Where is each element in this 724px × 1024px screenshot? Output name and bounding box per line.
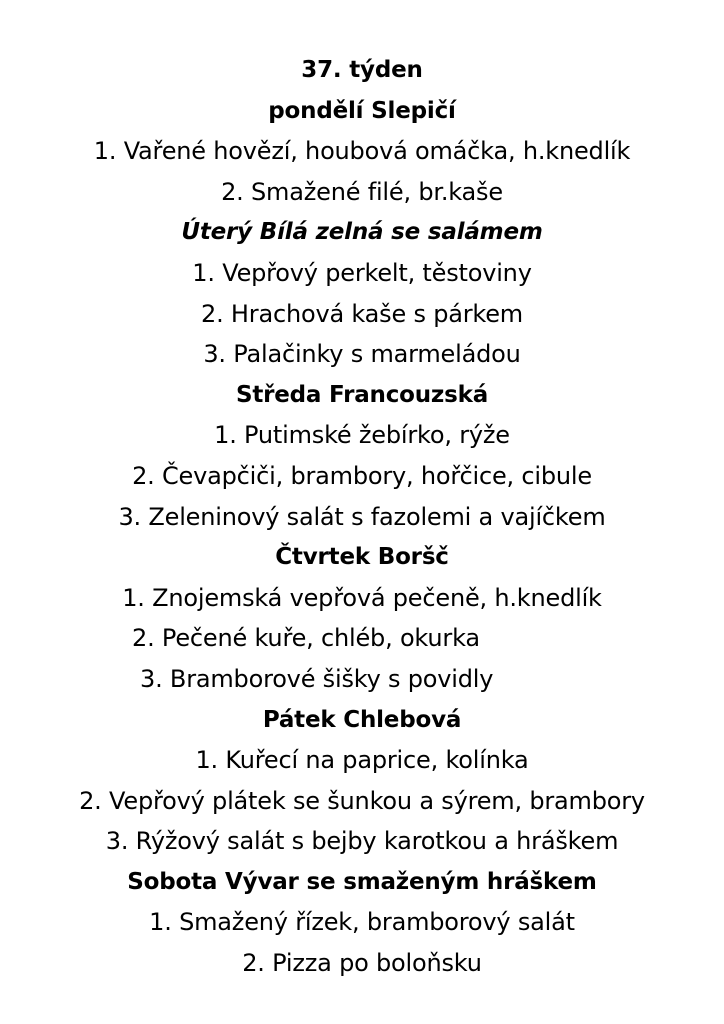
menu-item: 2. Pečené kuře, chléb, okurka bbox=[132, 624, 480, 653]
menu-item: 3. Bramborové šišky s povidly bbox=[140, 664, 494, 693]
menu-item: 3. Rýžový salát s bejby karotkou a hráškem bbox=[105, 827, 619, 856]
menu-item: 1. Vepřový perkelt, těstoviny bbox=[192, 258, 532, 287]
day-heading-saturday: Sobota Vývar se smaženým hráškem bbox=[127, 868, 597, 895]
menu-item: 3. Zeleninový salát s fazolemi a vajíčkem bbox=[118, 502, 606, 531]
day-heading-wednesday: Středa Francouzská bbox=[235, 381, 489, 408]
menu-item: 2. Vepřový plátek se šunkou a sýrem, brambory bbox=[79, 786, 645, 815]
menu-item: 1. Kuřecí na paprice, kolínka bbox=[195, 746, 529, 775]
day-heading-thursday: Čtvrtek Boršč bbox=[275, 544, 449, 571]
menu-item: 2. Čevapčiči, brambory, hořčice, cibule bbox=[132, 461, 592, 490]
week-title: 37. týden bbox=[301, 57, 423, 83]
weekly-menu bbox=[0, 50, 724, 984]
menu-item: 1. Smažený řízek, bramborový salát bbox=[149, 908, 575, 937]
day-heading-monday: pondělí Slepičí bbox=[268, 97, 456, 124]
menu-item: 2. Smažené filé, br.kaše bbox=[221, 177, 503, 206]
menu-item: 3. Palačinky s marmeládou bbox=[203, 340, 521, 369]
day-heading-friday: Pátek Chlebová bbox=[262, 706, 462, 733]
menu-item: 1. Vařené hovězí, houbová omáčka, h.knedlík bbox=[93, 137, 631, 166]
menu-item: 2. Hrachová kaše s párkem bbox=[201, 299, 523, 328]
day-heading-tuesday: Úterý Bílá zelná se salámem bbox=[181, 219, 543, 246]
menu-item: 1. Putimské žebírko, rýže bbox=[214, 421, 510, 450]
menu-item: 2. Pizza po boloňsku bbox=[242, 949, 482, 978]
menu-item: 1. Znojemská vepřová pečeně, h.knedlík bbox=[122, 583, 602, 612]
